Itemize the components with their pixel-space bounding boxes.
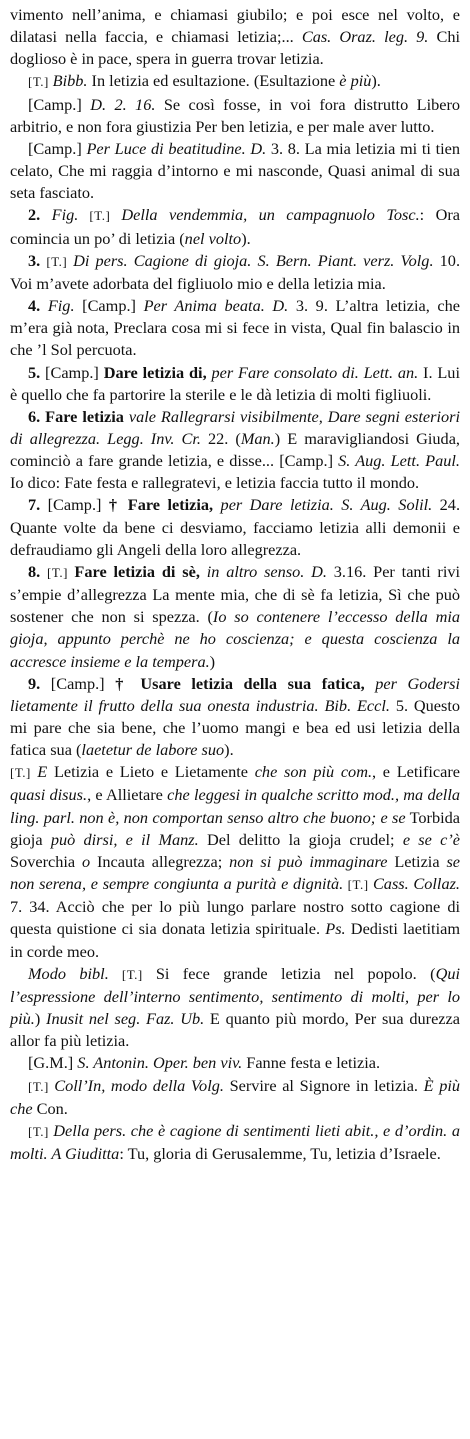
text-run: ) [209, 651, 216, 671]
text-run: 3. [28, 250, 47, 270]
entry-paragraph [10, 406, 460, 495]
text-run: [T.] [46, 253, 74, 269]
text-run: E [37, 762, 48, 782]
text-run: Della pers. che è cagione di sentimenti lieti abit., e d’ordin. a molti. A Giuditta [10, 1120, 460, 1163]
entry-paragraph [10, 295, 460, 361]
entry-paragraph [10, 1052, 460, 1074]
text-run: se non serena, e sempre congiunta a purità e dignità. [10, 851, 460, 894]
text-run: Se così fosse, in voi fora distrutto Libero arbitrio, e non fora giustizia Per ben letizia, e per male aver lutto. [10, 94, 461, 136]
text-run: laetetur de labore suo [81, 740, 225, 760]
text-run: Servire al Signore in letizia. [223, 1075, 424, 1095]
text-run: [T.] [108, 966, 156, 982]
text-run: 10. Voi m’avete adorbata del figliuolo mio e della letizia mia. [10, 250, 461, 293]
text-run: per Godersi lietamente il frutto della sua onesta industria. Bib. Eccl. [10, 673, 461, 715]
text-run: Dedisti laetitiam in corde meo. [10, 919, 460, 961]
text-run: ). [241, 228, 251, 248]
text-run: Dare letizia di, [103, 362, 212, 382]
text-run: 5. [28, 362, 46, 382]
text-run: che son più com. [254, 762, 373, 782]
text-run: [T.] [10, 765, 38, 781]
text-run: , e Allietare [87, 785, 168, 805]
text-run: S. Antonin. Oper. ben viv. [77, 1053, 243, 1073]
text-run: 2. [28, 205, 52, 225]
text-run: : Ora comincia un po’ di letizia ( [10, 205, 461, 248]
text-run: Cass. Collaz. [372, 874, 460, 894]
text-run: Si fece grande letizia nel popolo. ( [155, 963, 436, 983]
entry-paragraph [10, 250, 460, 295]
entry-paragraph [10, 4, 460, 70]
text-run: , e Letificare [372, 762, 461, 782]
text-run: 9. [28, 673, 51, 693]
text-run: non si può immaginare [229, 851, 388, 871]
text-run: Coll’In, modo della Volg. [54, 1075, 224, 1095]
text-run: Soverchia [10, 851, 82, 871]
text-run: [T.] [28, 74, 53, 90]
text-run: Fig. [51, 205, 79, 225]
text-run: Cas. Oraz. leg. 9. [301, 27, 429, 47]
entry-paragraph [10, 204, 460, 249]
text-run: per Dare letizia. S. Aug. Solil. [220, 495, 433, 515]
entry-paragraph [10, 494, 460, 560]
text-run: Chi doglioso è in pace, spera in guerra trovar letizia. [10, 27, 461, 69]
text-run: [T.] [78, 208, 122, 224]
entry-paragraph [10, 963, 460, 1053]
entry-paragraph [10, 362, 460, 406]
text-run: Bibb. [52, 71, 88, 91]
entry-paragraph [10, 70, 460, 93]
text-run: o [81, 851, 91, 871]
text-run: Ps. [325, 919, 346, 939]
text-run: [T.] [343, 877, 373, 893]
text-run: Fanne festa e letizia. [242, 1053, 381, 1073]
entry-paragraph [10, 673, 460, 762]
text-run: [Camp.] [28, 138, 87, 158]
text-run: Di pers. Cagione di gioja. S. Bern. Piant. verz. Volg. [73, 250, 434, 270]
text-run: : Tu, gloria di Gerusalemme, Tu, letizia d’Israele. [119, 1143, 441, 1163]
text-run: Qui l’espressione dell’interno sentimento, sentimento di molti, per lo più. [10, 963, 460, 1029]
text-run: [Camp.] [74, 296, 144, 316]
text-run: per Fare consolato di. Lett. an. [211, 362, 419, 382]
text-run: [T.] [28, 1078, 55, 1094]
text-run: Letizia [387, 851, 447, 871]
text-run: Io so contenere l’eccesso della mia gioja, appunto perchè ne ho coscienza; e questa coscienza la accresce insieme e la tempera. [10, 607, 460, 671]
text-run: 6. Fare letizia [28, 406, 129, 426]
text-run: che leggesi in qualche scritto mod., ma della ling. parl. non è, non comportan senso altro che buono; e se [10, 785, 460, 827]
text-run: ) [34, 1009, 47, 1029]
entry-paragraph [10, 761, 460, 962]
text-run: [Camp.] [50, 673, 116, 693]
text-run: [Camp.] [45, 362, 104, 382]
text-run: † Fare letizia, [108, 495, 221, 515]
text-run: Per Luce di beatitudine. D. [86, 138, 267, 158]
text-run: 7. [28, 495, 48, 515]
text-run: in altro senso. D. [206, 561, 327, 581]
text-run: S. Aug. Lett. Paul. [338, 451, 460, 471]
text-run: Io dico: Fate festa e rallegratevi, e letizia faccia tutto il mondo. [10, 473, 420, 493]
text-run: 7. 34. Acciò che per lo più lungo parlare nostro sotto cagione di questa quistione ci sia donata letizia spirituale. [10, 897, 460, 939]
text-run: [T.] [28, 1123, 54, 1139]
text-run: Letizia e Lieto e Lietamente [47, 762, 255, 782]
text-run: Inusit nel seg. Faz. Ub. [46, 1009, 205, 1029]
text-run: 4. [28, 296, 48, 316]
text-run: ). [371, 71, 381, 91]
text-run: 3. 9. L’altra letizia, che m’era già nota, Preclara cosa mi si fece in vista, Qual fin balascio in che ’l Sol percuota. [10, 296, 460, 360]
text-run: ). [224, 740, 234, 760]
text-run: 8. [28, 561, 48, 581]
entry-paragraph [10, 94, 460, 138]
text-run: ) E maravigliandosi Giuda, cominciò a fare grande letizia, e disse... [Camp.] [10, 428, 460, 471]
text-run: I. Lui è quello che fa partorire la sterile e le dà letizia di molti figliuoli. [10, 362, 460, 404]
text-run: 3. 8. La mia letizia mi ti tien celato, Che mi raggia d’intorno e mi nasconde, Quasi animal di sua seta fasciato. [10, 138, 461, 203]
text-run: 22. ( [200, 428, 241, 448]
text-run: quasi disus. [10, 785, 88, 805]
text-run: In letizia ed esultazione. (Esultazione [87, 71, 340, 91]
text-run: E quanto più mordo, Per sua durezza allor fa più letizia. [10, 1009, 460, 1051]
text-run: † Usare letizia della sua fatica, [115, 673, 376, 693]
text-run: [Camp.] [28, 94, 91, 114]
text-run: nel volto [184, 228, 242, 248]
text-run: 3.16. Per tanti rivi s’empie d’allegrezza La mente mia, che di sè fa letizia, Sì che può sostener che non si spezza. ( [10, 561, 461, 627]
text-run: vale Rallegrarsi visibilmente, Dare segni esteriori di allegrezza. Legg. Inv. Cr. [10, 406, 460, 448]
text-run: [T.] [47, 564, 75, 580]
text-run: [G.M.] [28, 1053, 78, 1073]
entry-paragraph [10, 138, 460, 204]
text-run: Della vendemmia, un campagnuolo Tosc. [121, 205, 420, 225]
text-run: 5. Questo mi pare che sia bene, che l’uomo mangi e bea ed usi letizia della fatica sua ( [10, 695, 460, 760]
text-run: vimento nell’anima, e chiamasi giubilo; e poi esce nel volto, e dilatasi nella faccia, e chiamasi letizia;... [10, 5, 460, 47]
text-run: può dirsi, e il Manz. [50, 829, 199, 849]
entry-paragraph [10, 1120, 460, 1165]
text-run: D. 2. 16. [90, 94, 156, 114]
text-run: Modo bibl. [28, 963, 109, 983]
text-run: e se c’è [402, 829, 460, 849]
entry-paragraph [10, 561, 460, 673]
text-run: Del delitto la gioja crudel; [198, 829, 403, 849]
text-run: [Camp.] [47, 495, 109, 515]
text-run: Incauta allegrezza; [90, 851, 230, 871]
text-run: Per Anima beata. D. [143, 296, 289, 316]
text-run: Con. [32, 1098, 68, 1118]
text-run: È più che [10, 1075, 461, 1118]
text-run: Man. [240, 428, 275, 448]
text-run: Torbida gioja [10, 807, 460, 849]
text-run: Fig. [47, 296, 75, 316]
text-run: Fare letizia di sè, [74, 561, 207, 581]
text-run: 24. Quante volte da bene ci desviamo, facciamo letizia alli demonii e defraudiamo gli Angeli della loro allegrezza. [10, 495, 461, 559]
entry-paragraph [10, 1075, 460, 1120]
text-run: è più [339, 71, 372, 91]
